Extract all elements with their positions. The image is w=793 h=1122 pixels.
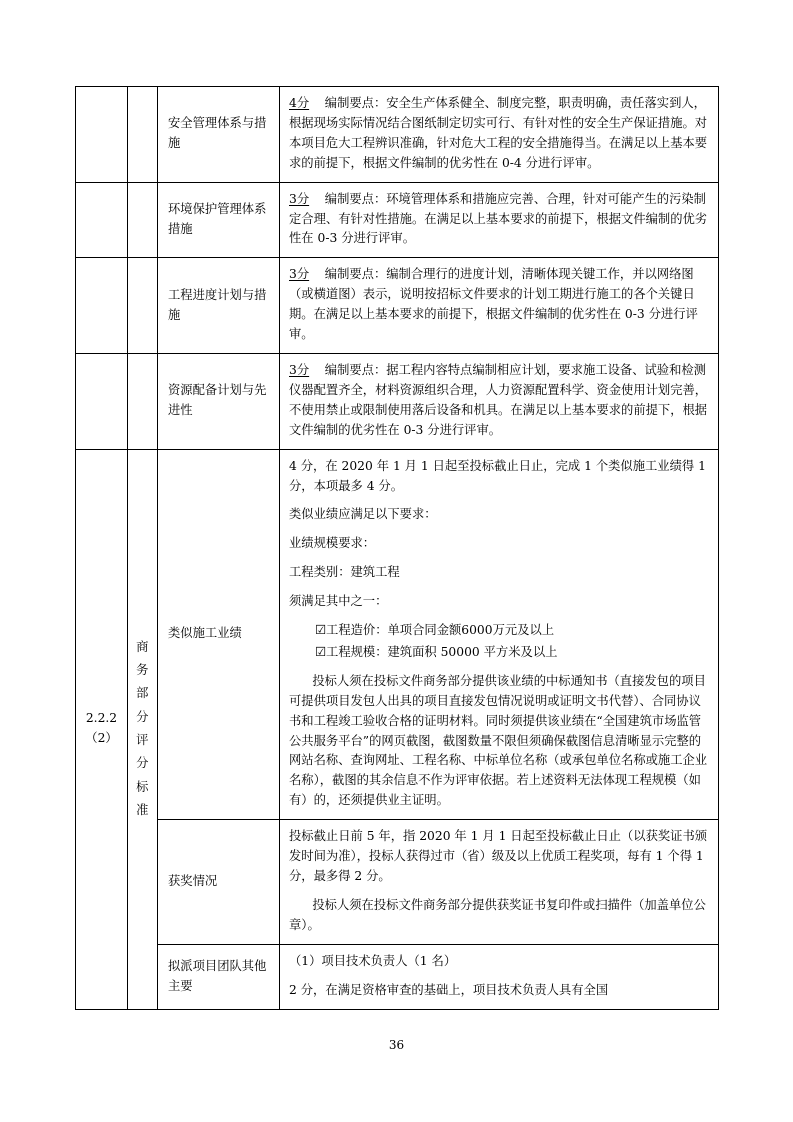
table-row: [76, 87, 719, 183]
row-index-cell-continued: [76, 182, 128, 258]
row-group-cell-continued: [128, 353, 158, 449]
score-value: 4分: [289, 96, 310, 110]
table-row: [76, 820, 719, 945]
criteria-text: 类似业绩应满足以下要求：: [289, 507, 437, 522]
criteria-item-label: 获奖情况: [158, 820, 280, 945]
criteria-item-label: 工程进度计划与措施: [158, 258, 280, 354]
row-index-cell-continued: [76, 87, 128, 183]
criteria-description: [280, 944, 719, 1009]
row-group-cell-continued: [128, 87, 158, 183]
checkbox-item: ☑工程规模：建筑面积 50000 平方米及以上: [315, 644, 558, 659]
section-group-label: 商务部分评分标准: [136, 639, 149, 818]
checkbox-item: ☑工程造价：单项合同金额6000万元及以上: [315, 623, 555, 638]
section-index: 2.2.2（2）: [85, 711, 118, 746]
criteria-text: 2 分，在满足资格审查的基础上，项目技术负责人具有全国: [289, 982, 609, 997]
page-number: 36: [388, 1038, 405, 1052]
table-row: [76, 182, 719, 258]
criteria-description: [280, 182, 719, 258]
checkbox-list: [289, 621, 709, 663]
criteria-text: 投标截止日前 5 年，指 2020 年 1 月 1 日起至投标截止日止（以获奖证书颁发时间为准），投标人获得过市（省）级及以上优质工程奖项，每有 1 个得 1 分，最多得 2 分。: [289, 829, 708, 883]
criteria-item-label: 拟派项目团队其他主要: [158, 944, 280, 1009]
score-value: 3分: [289, 362, 310, 377]
criteria-description: [280, 258, 719, 354]
row-group-cell-continued: [128, 182, 158, 258]
criteria-description: [280, 353, 719, 449]
score-value: 3分: [289, 267, 310, 282]
criteria-text: 投标人须在投标文件商务部分提供该业绩的中标通知书（直接发包的项目可提供项目发包人出具的项目直接发包情况说明或证明文书代替）、合同协议书和工程竣工验收合格的证明材料。同时须提供该业绩在“全国建筑市场监管公共服务平台”的网页截图，截图数量不限但须确保截图信息清晰显示完整的网站名称、查询网址、工程名称、中标单位名称（或承包单位名称或施工企业名称），截图的其余信息不作为评审依据。若上述资料无法体现工程规模（如有）的，还须提供业主证明。: [289, 673, 708, 808]
section-index-cell: [76, 449, 128, 1009]
criteria-text: （1）项目技术负责人（1 名）: [289, 953, 457, 968]
table-row: [76, 449, 719, 820]
criteria-text: 编制要点：编制合理行的进度计划，清晰体现关键工作，并以网络图（或横道图）表示，说明按招标文件要求的计划工期进行施工的各个关键日期。在满足以上基本要求的前提下，根据文件编制的优劣性在 0-3 分进行评审。: [289, 267, 698, 342]
table-row: [76, 353, 719, 449]
criteria-item-label: 环境保护管理体系措施: [158, 182, 280, 258]
criteria-text: 须满足其中之一：: [289, 594, 388, 609]
criteria-text: 业绩规模要求：: [289, 536, 376, 551]
criteria-description: [280, 820, 719, 945]
row-index-cell-continued: [76, 353, 128, 449]
score-value: 3分: [289, 191, 310, 206]
table-row: [76, 944, 719, 1009]
criteria-item-label: 资源配备计划与先进性: [158, 353, 280, 449]
criteria-description: [280, 449, 719, 820]
criteria-item-label: 类似施工业绩: [158, 449, 280, 820]
criteria-text: 编制要点：安全生产体系健全、制度完整，职责明确，责任落实到人，根据现场实际情况结合图纸制定切实可行、有针对性的安全生产保证措施。对本项目危大工程辨识准确，针对危大工程的安全措施得当。在满足以上基本要求的前提下，根据文件编制的优劣性在 0-4 分进行评审。: [289, 96, 708, 170]
section-group-cell: [128, 449, 158, 1009]
table-row: [76, 258, 719, 354]
row-group-cell-continued: [128, 258, 158, 354]
criteria-text: 投标人须在投标文件商务部分提供获奖证书复印件或扫描件（加盖单位公章）。: [289, 897, 706, 932]
criteria-text: 工程类别：建筑工程: [289, 565, 400, 580]
criteria-text: 编制要点：环境管理体系和措施应完善、合理，针对可能产生的污染制定合理、有针对性措施。在满足以上基本要求的前提下，根据文件编制的优劣性在 0-3 分进行评审。: [289, 191, 708, 246]
scoring-criteria-table: [75, 86, 719, 1010]
criteria-description: [280, 87, 719, 183]
criteria-item-label: 安全管理体系与措施: [158, 87, 280, 183]
criteria-text: 编制要点：据工程内容特点编制相应计划，要求施工设备、试验和检测仪器配置齐全，材料资源组织合理，人力资源配置科学、资金使用计划完善，不使用禁止或限制使用落后设备和机具。在满足以上基本要求的前提下，根据文件编制的优劣性在 0-3 分进行评审。: [289, 362, 708, 437]
row-index-cell-continued: [76, 258, 128, 354]
criteria-text: 4 分，在 2020 年 1 月 1 日起至投标截止日止，完成 1 个类似施工业绩得 1 分，本项最多 4 分。: [289, 458, 706, 493]
